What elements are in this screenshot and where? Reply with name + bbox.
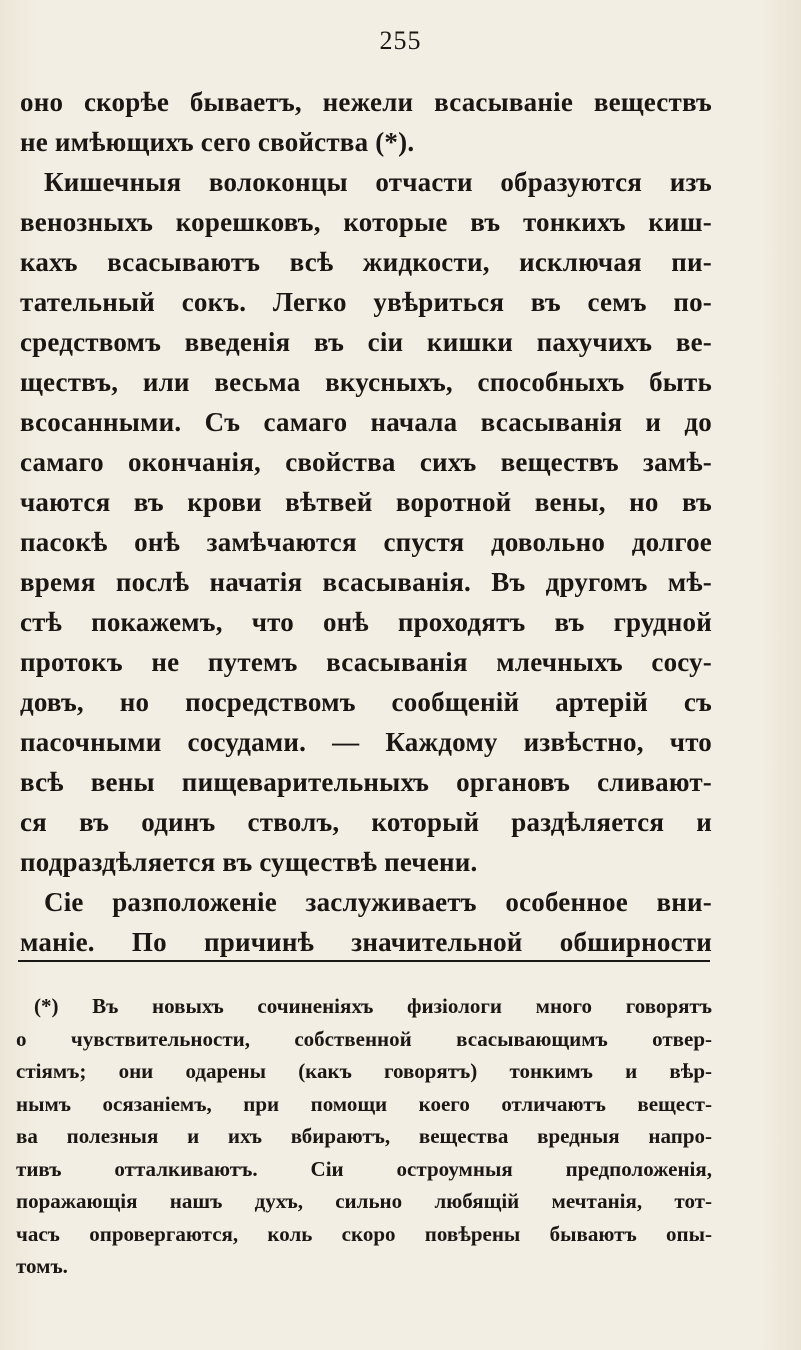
page-number: 255	[379, 26, 422, 55]
text-line: венозныхъ корешковъ, которые въ тонкихъ киш-	[20, 207, 712, 237]
footnote-line: (*) Въ новыхъ сочиненiяхъ физiологи много говорятъ	[34, 994, 712, 1018]
text-line: всѣ вены пищеварительныхъ органовъ сливают-	[20, 767, 712, 797]
text-line: пасокѣ онѣ замѣчаются спустя довольно долгое	[20, 527, 712, 557]
footnote-line: стiямъ; они одарены (какъ говорятъ) тонкимъ и вѣр-	[16, 1059, 712, 1083]
text-line: манiе. По причинѣ значительной обширности	[20, 927, 712, 957]
text-line: ществъ, или весьма вкусныхъ, способныхъ быть	[20, 367, 712, 397]
footnote-line: ва полезныя и ихъ вбираютъ, вещества вредныя напро-	[16, 1124, 712, 1148]
text-line: чаются въ крови вѣтвей воротной вены, но въ	[20, 487, 712, 517]
text-line: самаго окончанiя, свойства сихъ веществъ замѣ-	[20, 447, 712, 477]
text-line: стѣ покажемъ, что онѣ проходятъ въ грудной	[20, 607, 712, 637]
text-line: довъ, но посредствомъ сообщенiй артерiй съ	[20, 687, 712, 717]
text-line: подраздѣляется въ существѣ печени.	[20, 847, 478, 877]
footnote-line: тивъ отталкиваютъ. Сiи остроумныя предположенiя,	[16, 1156, 712, 1181]
text-line: ся въ одинъ стволъ, который раздѣляется и	[20, 807, 712, 837]
footnote	[16, 990, 712, 1283]
text-line: оно скорѣе бываетъ, нежели всасыванiе веществъ	[20, 87, 712, 117]
paragraph-start-line: Кишечныя волоконцы отчасти образуются изъ	[44, 167, 712, 197]
footnote-line: часъ опровергаются, коль скоро повѣрены бываютъ опы-	[16, 1221, 712, 1246]
footnote-separator	[18, 960, 710, 962]
text-line: время послѣ начатiя всасыванiя. Въ другомъ мѣ-	[20, 567, 712, 597]
footnote-line: нымъ осязанiемъ, при помощи коего отличаютъ вещест-	[16, 1091, 712, 1116]
footnote-line: поражающiя нашъ духъ, сильно любящiй мечтанiя, тот-	[16, 1189, 712, 1213]
text-line: протокъ не путемъ всасыванiя млечныхъ сосу-	[20, 647, 712, 677]
text-line: средствомъ введенiя въ сiи кишки пахучихъ ве-	[20, 327, 712, 357]
paragraph-start-line: Сiе разположенiе заслуживаетъ особенное вни-	[44, 887, 712, 917]
footnote-line: томъ.	[16, 1254, 68, 1278]
text-line: кахъ всасываютъ всѣ жидкости, исключая пи-	[20, 247, 712, 277]
main-text	[20, 82, 712, 962]
footnote-line: о чувствительности, собственной всасывающимъ отвер-	[16, 1026, 712, 1051]
text-line: тательный сокъ. Легко увѣриться въ семъ по-	[20, 287, 712, 317]
text-line: пасочными сосудами. — Каждому извѣстно, что	[20, 727, 712, 757]
text-line: не имѣющихъ сего свойства (*).	[20, 127, 415, 157]
text-line: всосанными. Съ самаго начала всасыванiя и до	[20, 407, 712, 437]
